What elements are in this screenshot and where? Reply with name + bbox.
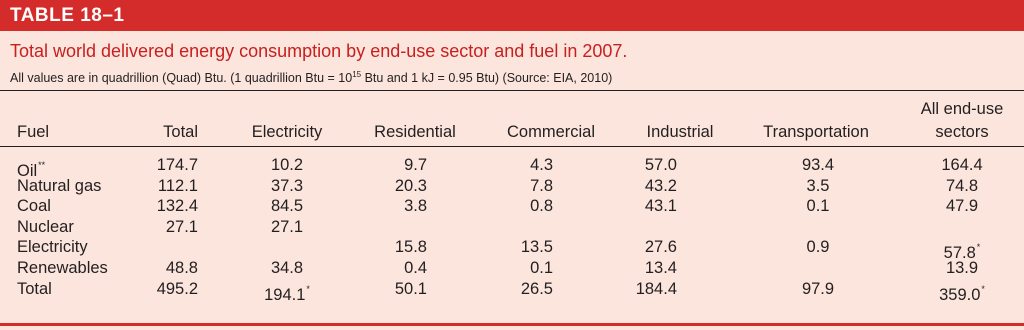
table-title-bar [0,0,1024,31]
cell-value: 74.8 [945,176,979,195]
cell-total [158,176,198,196]
cell-fuel [17,279,52,299]
cell-residential [404,196,427,216]
cell-industrial [645,258,677,278]
cell-commercial [530,155,553,175]
cell-fuel [17,196,51,216]
cell-industrial [645,196,677,216]
cell-value: 27.6 [644,238,677,257]
cell-electricity [271,258,303,278]
cell-commercial [521,237,553,257]
cell-value: 15.8 [394,238,427,257]
cell-fuel [17,237,88,257]
cell-transportation [807,237,830,257]
cell-transportation [807,196,830,216]
cell-value: 43.1 [644,197,677,216]
header-all-end-use-line1: All end-use [920,100,1004,118]
cell-residential [395,176,427,196]
cell-value: Renewables [17,259,108,277]
cell-fuel [17,217,74,237]
cell-transportation [802,279,834,299]
header-residential: Residential [374,123,456,141]
cell-value: 3.8 [404,197,427,216]
header-fuel: Fuel [17,123,50,141]
cell-value: 50.1 [394,279,427,298]
cell-value: 0.4 [404,259,427,277]
note-text-before: All values are in quadrillion (Quad) Btu. (1 quadrillion Btu = 10 [10,71,353,85]
header-total: Total [163,123,198,141]
cell-value: 112.1 [157,176,198,195]
cell-value: Electricity [17,238,88,257]
bottom-rule [0,323,1024,326]
cell-industrial [645,155,677,175]
cell-value: 10.2 [270,156,304,174]
cell-value: 0.1 [530,259,553,277]
cell-electricity [271,196,303,216]
cell-commercial [530,196,553,216]
cell-electricity [271,155,303,175]
note-exponent: 15 [352,70,362,79]
cell-value: 57.0 [644,156,677,174]
cell-value: 43.2 [644,176,677,195]
cell-all [946,176,978,196]
cell-value: 27.1 [270,217,304,236]
cell-value: Nuclear [17,217,74,236]
cell-value: 34.8 [270,259,304,277]
cell-value: Total [17,279,52,298]
cell-industrial [636,279,677,299]
cell-value: 57.8 [943,244,976,263]
cell-value: 93.4 [801,156,835,174]
cell-residential [404,258,427,278]
cell-value: 97.9 [801,279,835,298]
cell-all [941,155,982,175]
cell-value: 4.3 [530,156,553,174]
cell-value: 13.4 [644,259,677,277]
cell-residential [395,237,427,257]
cell-value: 13.9 [945,259,979,277]
cell-value: 7.8 [530,176,553,195]
cell-commercial [521,279,553,299]
cell-value: 84.5 [270,197,304,216]
cell-value: 194.1 [264,285,306,304]
cell-all [946,196,978,216]
table-label: TABLE 18–1 [10,5,125,26]
cell-industrial [645,176,677,196]
cell-transportation [802,155,834,175]
cell-value: 0.9 [806,238,830,257]
cell-value: 9.7 [404,156,427,174]
top-rule [0,90,1024,91]
footnote-mark: * [976,242,981,253]
cell-transportation [807,176,830,196]
cell-commercial [530,176,553,196]
cell-value: 47.9 [945,197,979,216]
footnote-mark: * [981,283,985,294]
cell-electricity [271,217,303,237]
table-note [10,70,612,85]
cell-total [157,279,198,299]
cell-value: 48.8 [165,259,198,277]
cell-total [166,217,198,237]
header-commercial: Commercial [506,123,596,141]
cell-value: 359.0 [939,285,981,304]
cell-residential [395,279,427,299]
cell-all [946,258,978,278]
cell-value: Oil [17,162,38,180]
cell-value: 26.5 [520,279,553,298]
cell-value: 174.7 [156,156,198,174]
footnote-mark: ** [38,160,46,170]
cell-value: 37.3 [270,176,304,195]
cell-value: 13.5 [520,238,553,257]
cell-fuel [17,258,108,278]
header-all-end-use-line2: sectors [935,123,989,141]
header-rule [0,146,1024,147]
cell-fuel [17,176,101,196]
cell-value: 20.3 [394,176,427,195]
cell-value: 132.4 [156,197,198,216]
header-transportation: Transportation [763,123,869,141]
cell-industrial [645,237,677,257]
cell-value: 184.4 [635,279,677,298]
cell-all [939,279,985,305]
cell-total [157,196,198,216]
cell-total [166,258,198,278]
header-electricity: Electricity [251,123,323,141]
cell-total [157,155,198,175]
cell-value: 164.4 [941,156,983,174]
footnote-mark: * [306,283,310,294]
cell-value: Natural gas [17,176,102,195]
cell-electricity [271,176,303,196]
header-industrial: Industrial [646,123,714,141]
cell-value: Coal [17,197,51,216]
cell-commercial [530,258,553,278]
note-text-after: Btu and 1 kJ = 0.95 Btu) (Source: EIA, 2010) [361,71,613,85]
cell-value: 495.2 [156,279,198,298]
cell-electricity [264,279,310,305]
cell-value: 0.1 [806,197,830,216]
cell-value: 3.5 [806,176,830,195]
table-caption: Total world delivered energy consumption by end-use sector and fuel in 2007. [10,41,628,61]
cell-value: 0.8 [530,197,553,216]
cell-residential [404,155,427,175]
cell-value: 27.1 [165,217,198,236]
